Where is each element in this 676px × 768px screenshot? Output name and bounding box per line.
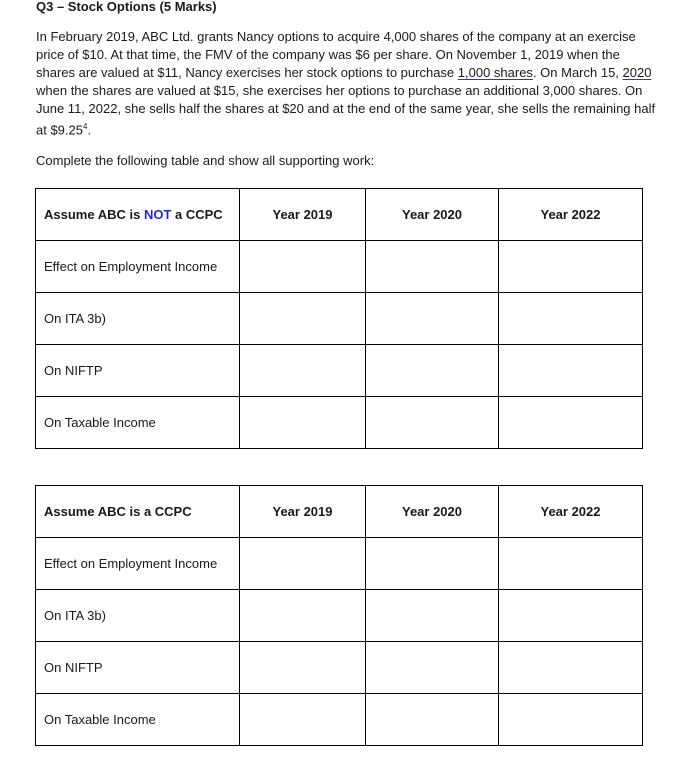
table-not-ccpc: [35, 188, 643, 449]
answer-cell[interactable]: [366, 241, 499, 293]
answer-cell[interactable]: [366, 397, 499, 449]
table-row: [36, 345, 643, 397]
table-row: [36, 642, 643, 694]
table-row: [36, 538, 643, 590]
answer-cell[interactable]: [499, 694, 643, 746]
table-row: [36, 241, 643, 293]
answer-cell[interactable]: [366, 694, 499, 746]
answer-cell[interactable]: [499, 241, 643, 293]
row-label-ita-3b: On ITA 3b): [36, 293, 240, 345]
answer-cell[interactable]: [499, 590, 643, 642]
header-assumption: Assume ABC is a CCPC: [36, 486, 240, 538]
row-label-niftp: On NIFTP: [36, 642, 240, 694]
header-year-2020: Year 2020: [366, 189, 499, 241]
table-header-row: [36, 189, 643, 241]
paragraph-text-1: In February 2019, ABC Ltd. grants Nancy options to acquire 4,000 shares of the company at an exercise price of $10. At that time, the FMV of the company was $6 per share. On November 1, 2019 when the shares are valued at $11, Nancy exercises her stock options to purchase: [36, 29, 636, 80]
answer-cell[interactable]: [240, 293, 366, 345]
answer-cell[interactable]: [240, 538, 366, 590]
answer-cell[interactable]: [366, 293, 499, 345]
row-label-taxable-income: On Taxable Income: [36, 397, 240, 449]
answer-cell[interactable]: [499, 293, 643, 345]
table-row: [36, 590, 643, 642]
underlined-shares: 1,000 shares: [457, 65, 533, 80]
answer-cell[interactable]: [366, 590, 499, 642]
answer-cell[interactable]: [366, 538, 499, 590]
answer-cell[interactable]: [240, 590, 366, 642]
answer-cell[interactable]: [240, 241, 366, 293]
table-ccpc: [35, 485, 643, 746]
instruction-text: Complete the following table and show all supporting work:: [36, 153, 375, 168]
answer-cell[interactable]: [366, 345, 499, 397]
header-year-2022: Year 2022: [499, 189, 643, 241]
answer-cell[interactable]: [240, 642, 366, 694]
header-assumption: Assume ABC is NOT a CCPC: [36, 189, 240, 241]
row-label-employment-income: Effect on Employment Income: [36, 241, 240, 293]
paragraph-text-2: . On March 15,: [532, 65, 623, 80]
answer-cell[interactable]: [499, 345, 643, 397]
footnote-marker: 4: [83, 122, 88, 131]
question-title: Q3 – Stock Options (5 Marks): [36, 0, 217, 14]
table-row: [36, 694, 643, 746]
question-paragraph: [36, 28, 656, 139]
row-label-employment-income: Effect on Employment Income: [36, 538, 240, 590]
header-year-2019: Year 2019: [240, 486, 366, 538]
row-label-ita-3b: On ITA 3b): [36, 590, 240, 642]
paragraph-text-3: when the shares are valued at $15, she exercises her options to purchase an additional 3,000 shares. On June 11, 2022, she sells half the shares at $20 and at the end of the same year, she sells the remaining half at $9.25: [36, 83, 656, 138]
not-emphasis: NOT: [143, 207, 172, 222]
header-year-2019: Year 2019: [240, 189, 366, 241]
table-row: [36, 293, 643, 345]
paragraph-text-4: .: [87, 122, 92, 138]
table-row: [36, 397, 643, 449]
answer-cell[interactable]: [499, 642, 643, 694]
underlined-year: 2020: [622, 65, 652, 80]
answer-cell[interactable]: [240, 694, 366, 746]
answer-cell[interactable]: [240, 345, 366, 397]
answer-cell[interactable]: [499, 397, 643, 449]
header-year-2022: Year 2022: [499, 486, 643, 538]
answer-cell[interactable]: [366, 642, 499, 694]
answer-cell[interactable]: [240, 397, 366, 449]
header-year-2020: Year 2020: [366, 486, 499, 538]
answer-cell[interactable]: [499, 538, 643, 590]
table-header-row: [36, 486, 643, 538]
row-label-taxable-income: On Taxable Income: [36, 694, 240, 746]
row-label-niftp: On NIFTP: [36, 345, 240, 397]
